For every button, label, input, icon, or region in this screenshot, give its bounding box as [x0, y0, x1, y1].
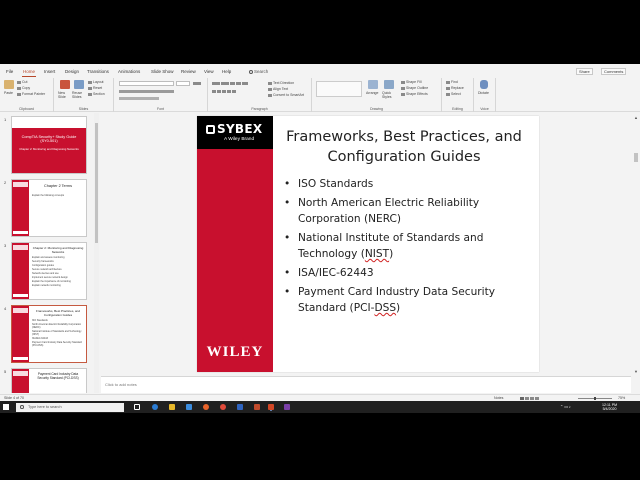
slides-group-label: Slides	[78, 107, 89, 111]
voice-group	[474, 78, 496, 112]
reuse-slides-button[interactable]: Reuse Slides	[72, 91, 83, 99]
align-buttons[interactable]	[212, 89, 237, 93]
slides-group	[54, 78, 114, 112]
wiley-logo-mini	[13, 357, 28, 360]
thumb-title: Frameworks, Best Practices, and Configuration Guides	[35, 309, 80, 317]
thumb-number: 3	[4, 243, 7, 248]
section-button[interactable]	[88, 92, 105, 96]
thumb-title: Chapter 2: Monitoring and Diagnosing Networks	[32, 246, 84, 254]
reading-view-icon	[530, 397, 534, 400]
windows-start-icon[interactable]	[3, 404, 9, 410]
bullet-text-tail: )	[389, 248, 394, 260]
smartart-icon	[268, 94, 272, 97]
reset-label: Reset	[93, 86, 103, 90]
section-label: Section	[93, 92, 105, 96]
sybex-wordmark: SYBEX	[217, 122, 263, 136]
select-label: Select	[451, 92, 461, 96]
outline-icon	[401, 87, 405, 90]
scroll-up-icon[interactable]: ▲	[634, 115, 638, 120]
windows-taskbar	[0, 401, 640, 413]
sorter-view-icon	[525, 397, 529, 400]
shapes-gallery[interactable]	[316, 81, 362, 97]
slide-red-sidebar	[197, 116, 273, 372]
text-direction-icon	[268, 82, 272, 85]
layout-icon	[88, 81, 92, 84]
thumb-bullet: Network devices and use	[32, 272, 59, 275]
shape-outline-button[interactable]	[401, 86, 428, 90]
text-direction-label: Text Direction	[273, 81, 295, 85]
slide-bullet[interactable]	[283, 176, 523, 192]
spellcheck-underlined-word: NIST	[364, 248, 390, 260]
tab-transitions[interactable]: Transitions	[87, 69, 109, 74]
store-icon[interactable]	[186, 404, 192, 410]
drawing-group-label: Drawing	[370, 107, 383, 111]
ribbon	[0, 78, 640, 112]
tab-animations[interactable]: Animations	[118, 69, 141, 74]
find-icon	[446, 81, 450, 84]
taskbar-search-box[interactable]	[16, 403, 124, 412]
clipboard-group	[0, 78, 54, 112]
powerpoint-small-icon[interactable]	[254, 404, 260, 410]
zoom-level[interactable]: 75%	[618, 396, 626, 400]
sybex-logo-mini	[13, 182, 28, 187]
format-painter-button[interactable]	[17, 92, 45, 96]
clock-time: 12:11 PM	[602, 402, 618, 407]
arrange-button[interactable]: Arrange	[366, 91, 379, 95]
search-icon	[249, 70, 253, 74]
copy-button[interactable]	[17, 86, 30, 90]
convert-smartart-label: Convert to SmartArt	[273, 93, 304, 97]
slide-thumbnails-pane	[0, 113, 100, 393]
tab-insert[interactable]: Insert	[44, 69, 56, 74]
layout-button[interactable]	[88, 80, 104, 84]
voice-group-label: Voice	[480, 107, 489, 111]
spellcheck-underlined-word: DSS	[374, 302, 397, 314]
brush-icon	[17, 93, 21, 96]
bold-button[interactable]	[119, 89, 175, 93]
tab-slide-show[interactable]: Slide Show	[151, 69, 174, 74]
cut-button[interactable]	[17, 80, 27, 84]
sybex-logo	[206, 122, 262, 136]
thumb-number: 4	[4, 306, 7, 311]
sybex-logo-mini	[13, 371, 28, 376]
thumb-number: 5	[4, 369, 7, 374]
reset-icon	[88, 87, 92, 90]
thumb-red-bar	[12, 369, 29, 393]
notes-toggle[interactable]: Notes	[494, 396, 504, 400]
bullet-text: Payment Card Industry Data Security Standard (PCI-	[298, 286, 496, 314]
sybex-logo-mini	[13, 308, 28, 313]
thumb-red-bar	[12, 306, 29, 362]
shape-effects-button[interactable]	[401, 92, 428, 96]
taskbar-search-placeholder: Type here to search	[28, 404, 62, 409]
find-button[interactable]	[446, 80, 458, 84]
thumbnail-scrollbar[interactable]	[94, 113, 99, 393]
thumb-red-bar	[12, 243, 29, 299]
paragraph-group-label: Paragraph	[251, 107, 268, 111]
shape-fill-label: Shape Fill	[406, 80, 422, 84]
bullet-text: North American Electric Reliability Corporation (NERC)	[298, 197, 480, 225]
select-icon	[446, 93, 450, 96]
tab-home[interactable]: Home	[23, 69, 36, 74]
text-direction-button[interactable]	[268, 81, 294, 85]
align-text-icon	[268, 88, 272, 91]
slide-bullet[interactable]	[283, 230, 523, 262]
copy-label: Copy	[22, 86, 31, 90]
search-box[interactable]	[249, 69, 268, 74]
bullet-text: ISO Standards	[298, 178, 374, 190]
quick-styles-button[interactable]: Quick Styles	[382, 91, 392, 99]
file-explorer-icon[interactable]	[169, 404, 175, 410]
edge-browser-icon[interactable]	[152, 404, 158, 410]
tab-help[interactable]: Help	[222, 69, 232, 74]
fill-icon	[401, 81, 405, 84]
slide-counter: Slide 4 of 70	[4, 396, 24, 400]
font-group	[114, 78, 208, 112]
shape-effects-label: Shape Effects	[406, 92, 428, 96]
thumb-bullet: ISA/IEC-62443	[32, 337, 48, 340]
share-button[interactable]: Share	[576, 68, 593, 75]
notes-pane[interactable]	[101, 376, 631, 393]
bullet-text: National Institute of Standards and Technology (	[298, 232, 484, 260]
new-slide-icon[interactable]	[60, 80, 70, 89]
quick-styles-icon[interactable]	[384, 80, 394, 89]
thumb-number: 2	[4, 180, 7, 185]
taskbar-clock[interactable]	[602, 403, 617, 412]
tab-review[interactable]: Review	[181, 69, 196, 74]
word-icon[interactable]	[237, 404, 243, 410]
select-button[interactable]	[446, 92, 461, 96]
powerpoint-window	[0, 64, 640, 413]
font-name-select[interactable]	[119, 81, 174, 86]
font-color-button[interactable]	[119, 96, 160, 100]
format-painter-label: Format Painter	[22, 92, 46, 96]
notes-placeholder: Click to add notes	[105, 382, 137, 387]
thumb-bullet: Secure network architecture	[32, 268, 62, 271]
slide-thumbnail-1[interactable]	[11, 116, 87, 174]
scroll-down-icon[interactable]: ▼	[634, 369, 638, 374]
zoom-slider-handle[interactable]	[594, 397, 596, 401]
reuse-slides-icon[interactable]	[74, 80, 84, 89]
status-bar	[0, 394, 640, 401]
paste-icon[interactable]	[4, 80, 14, 89]
powerpoint-icon[interactable]	[268, 404, 274, 410]
bullet-text-tail: )	[396, 302, 401, 314]
dictate-button[interactable]: Dictate	[478, 91, 489, 95]
thumb-title: CompTIA Security+ Study Guide (SY0-501)	[21, 135, 77, 144]
slide-thumbnail-4[interactable]	[11, 305, 87, 363]
clock-date: 5/4/2020	[602, 407, 617, 411]
thumb-bullet: National Institute of Standards and Technology (NIST)	[32, 330, 82, 336]
copy-icon	[17, 87, 21, 90]
microphone-icon[interactable]	[480, 80, 488, 89]
replace-button[interactable]	[446, 86, 464, 90]
align-text-label: Align Text	[273, 87, 289, 91]
find-label: Find	[451, 80, 458, 84]
thumb-bullet: North American Electric Reliability Corporation (NERC)	[32, 323, 82, 329]
thumb-bullet: Implement secure network design	[32, 276, 68, 279]
sybex-mark-icon	[206, 125, 215, 134]
clipboard-group-label: Clipboard	[19, 107, 34, 111]
slideshow-view-icon	[535, 397, 539, 400]
shape-outline-label: Shape Outline	[406, 86, 429, 90]
system-tray-icons[interactable]: ⌃ ▭ ♪	[560, 405, 571, 409]
font-size-select[interactable]	[176, 81, 190, 86]
tab-file[interactable]: File	[6, 69, 14, 74]
cut-label: Cut	[22, 80, 28, 84]
slide-bullet[interactable]	[283, 284, 523, 316]
bullet-text: ISA/IEC-62443	[298, 267, 374, 279]
thumb-bullet: Explain the following concepts	[32, 194, 65, 197]
scrollbar-thumb[interactable]	[634, 153, 638, 162]
paragraph-group	[208, 78, 312, 112]
thumb-red-bar	[12, 180, 29, 236]
slide-thumbnail-3[interactable]	[11, 242, 87, 300]
thumb-bullet: Configuration guides	[32, 264, 54, 267]
font-group-label: Font	[156, 107, 164, 111]
slide-scrollbar[interactable]	[632, 113, 640, 376]
search-label: Search	[254, 69, 269, 74]
thumb-bullet: Payment Card Industry Data Security Standard (PCI-DSS)	[32, 341, 82, 347]
slide-title[interactable]: Frameworks, Best Practices, and Configuration Guides	[286, 129, 522, 165]
tab-design[interactable]: Design	[65, 69, 80, 74]
slide-thumbnail-2[interactable]	[11, 179, 87, 237]
thumb-bullet: Explain network monitoring	[32, 284, 61, 287]
wiley-logo-mini	[13, 231, 28, 234]
convert-smartart-button[interactable]	[268, 93, 304, 97]
scrollbar-thumb[interactable]	[95, 123, 98, 243]
sybex-logo-mini	[13, 245, 28, 250]
list-buttons[interactable]	[212, 81, 249, 85]
slide-bullet[interactable]	[283, 265, 523, 281]
editing-group-label: Editing	[452, 107, 463, 111]
replace-label: Replace	[451, 86, 464, 90]
search-icon	[20, 405, 24, 409]
reset-button[interactable]	[88, 86, 102, 90]
thumb-title: Payment Card Industry Data Security Standard (PCI-DSS)	[37, 372, 79, 380]
grow-font-icon[interactable]	[193, 81, 202, 85]
thumb-bullet: Security frameworks	[32, 260, 54, 263]
drawing-group	[312, 78, 442, 112]
layout-label: Layout	[93, 80, 104, 84]
firefox-icon[interactable]	[203, 404, 209, 410]
thumb-bullet: Explain and assess monitoring	[32, 256, 65, 259]
shape-fill-button[interactable]	[401, 80, 422, 84]
slide-bullet[interactable]	[283, 195, 523, 227]
chrome-icon[interactable]	[220, 404, 226, 410]
task-view-icon[interactable]	[134, 404, 140, 410]
wiley-logo-mini	[13, 294, 28, 297]
slide-canvas[interactable]	[197, 116, 539, 372]
effects-icon	[401, 93, 405, 96]
scissors-icon	[17, 81, 21, 84]
view-buttons[interactable]	[520, 396, 540, 400]
slide-thumbnail-5[interactable]	[11, 368, 87, 393]
thumb-subtitle: Chapter 2: Monitoring and Diagnosing Networks	[19, 147, 79, 151]
normal-view-icon	[520, 397, 524, 400]
arrange-icon[interactable]	[368, 80, 378, 89]
editing-group	[442, 78, 474, 112]
thumb-number: 1	[4, 117, 7, 122]
align-text-button[interactable]	[268, 87, 288, 91]
ribbon-tabs	[0, 64, 640, 78]
thumb-bullet: ISO Standards	[32, 319, 48, 322]
thumb-bullet: Explain the importance of monitoring	[32, 280, 71, 283]
replace-icon	[446, 87, 450, 90]
paste-button[interactable]: Paste	[4, 91, 13, 95]
thumb-title: Chapter 2 Terms	[44, 184, 72, 188]
wiley-logo: WILEY	[206, 344, 264, 360]
app-icon[interactable]	[284, 404, 290, 410]
tab-view[interactable]: View	[204, 69, 214, 74]
slide-bullet-list[interactable]	[283, 176, 523, 319]
wiley-brand-tagline: A Wiley Brand	[224, 137, 255, 142]
comments-button[interactable]: Comments	[601, 68, 626, 75]
new-slide-button[interactable]: New Slide	[58, 91, 66, 99]
section-icon	[88, 93, 92, 96]
